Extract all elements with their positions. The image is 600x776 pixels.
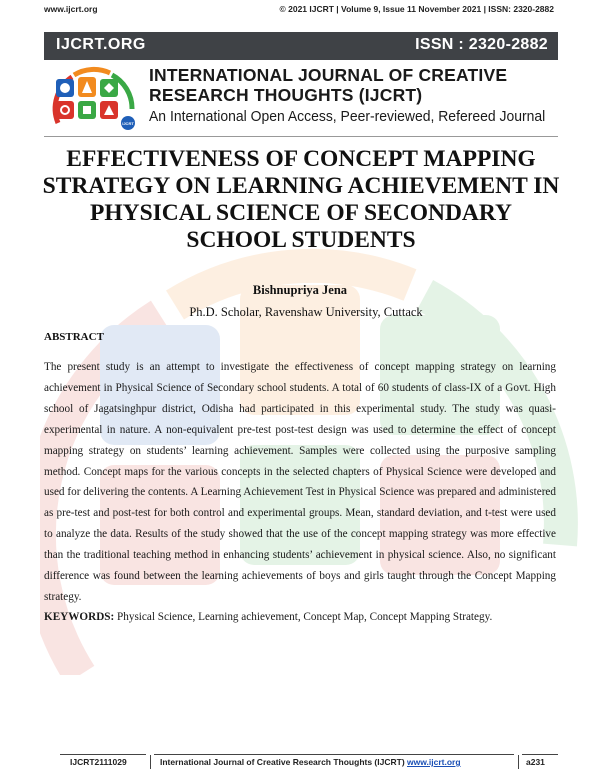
site-url[interactable]: www.ijcrt.org bbox=[44, 4, 98, 14]
issue-info: © 2021 IJCRT | Volume 9, Issue 11 November 2021 | ISSN: 2320-2882 bbox=[279, 4, 554, 14]
journal-title-line2: RESEARCH THOUGHTS (IJCRT) bbox=[149, 85, 423, 105]
abstract-text: The present study is an attempt to investigate the effectiveness of concept mapping strategy on learning achievement in Physical Science of Secondary school students. A total of 60 students of class-IX of a Govt. High school of Jagatsinghpur district, Odisha had participated in this experimental study. The study was quasi-experimental in nature. A non-equivalent pre-test post-test design was used to determine the effect of concept mapping strategy on students’ learning achievement. Samples were collected using the purposive sampling method. Concept maps for the various concepts in the selected chapters of Physical Science were developed and used for delivering the contents. A Learning Achievement Test in Physical Science was prepared and administered as pre-test and post-test for both control and experimental groups. Mean, standard deviation, and t-test were used to analyze the data. Results of the study showed that the use of the concept mapping strategy was more effective than the traditional teaching method in enhancing students’ achievement in physical science. Also, no significant difference was found between the learning achievements of boys and girls taught through the Concept Mapping strategy. bbox=[44, 361, 556, 603]
banner-issn: ISSN : 2320-2882 bbox=[415, 36, 548, 53]
page-footer bbox=[44, 757, 558, 773]
author-affiliation: Ph.D. Scholar, Ravenshaw University, Cuttack bbox=[189, 305, 423, 319]
journal-logo bbox=[48, 63, 140, 131]
footer-separator bbox=[150, 755, 151, 769]
footer-rule bbox=[60, 754, 146, 755]
journal-subtitle: An International Open Access, Peer-reviewed, Refereed Journal bbox=[149, 108, 546, 125]
footer-paper-id: IJCRT2111029 bbox=[70, 757, 127, 767]
keywords-label: KEYWORDS: bbox=[44, 611, 115, 623]
keywords bbox=[44, 611, 564, 623]
journal-title bbox=[149, 65, 569, 105]
logo-text: IJCRT bbox=[122, 121, 134, 126]
footer-rule bbox=[154, 754, 514, 755]
abstract-heading: ABSTRACT bbox=[44, 331, 104, 343]
footer-separator bbox=[518, 755, 519, 769]
footer-rule bbox=[522, 754, 558, 755]
banner-site: IJCRT.ORG bbox=[56, 36, 146, 53]
footer-link[interactable]: www.ijcrt.org bbox=[407, 757, 461, 767]
keywords-list: Physical Science, Learning achievement, Concept Map, Concept Mapping Strategy. bbox=[114, 611, 493, 623]
footer-page-number: a231 bbox=[526, 757, 545, 767]
journal-title-line1: INTERNATIONAL JOURNAL OF CREATIVE bbox=[149, 65, 508, 85]
author-name: Bishnupriya Jena bbox=[252, 283, 348, 297]
footer-journal: International Journal of Creative Research Thoughts (IJCRT) bbox=[160, 757, 408, 767]
paper-title: EFFECTIVENESS OF CONCEPT MAPPING STRATEGY ON LEARNING ACHIEVEMENT IN PHYSICAL SCIENCE OF SECONDARY SCHOOL STUDENTS bbox=[42, 146, 560, 253]
header-divider bbox=[44, 136, 558, 137]
